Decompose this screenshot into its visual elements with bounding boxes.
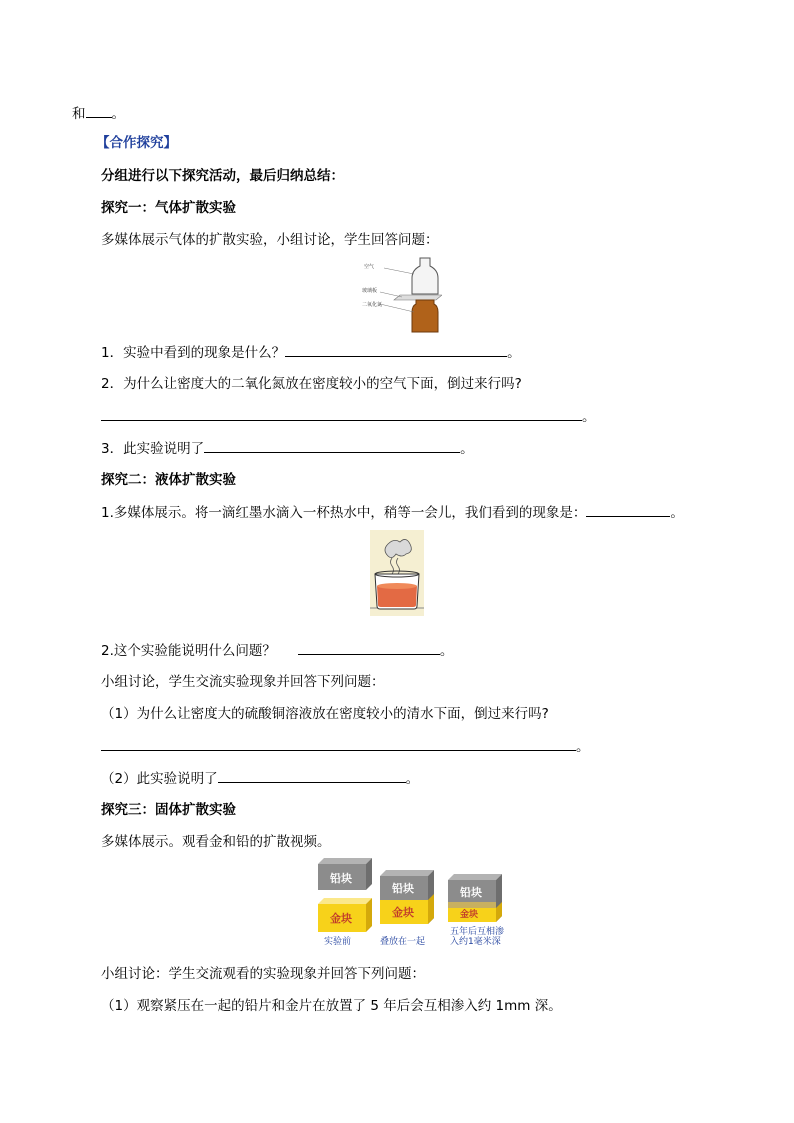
lead-label-2: 铅块 <box>392 882 414 895</box>
blank[interactable] <box>586 503 670 517</box>
label-air: 空气 <box>364 264 375 270</box>
blank[interactable] <box>298 641 440 655</box>
explore2-question-1: 1.多媒体展示。将一滴红墨水滴入一杯热水中，稍等一会儿，我们看到的现象是： 。 <box>101 505 684 521</box>
gold-lead-diffusion-figure <box>310 854 510 950</box>
label-glass: 玻璃板 <box>362 288 378 294</box>
question-3: 3．此实验说明了 。 <box>101 441 474 457</box>
gas-diffusion-figure <box>362 254 442 334</box>
explore2-discuss: 小组讨论，学生交流实验现象并回答下列问题： <box>101 674 385 690</box>
explore2-title: 探究二：液体扩散实验 <box>101 472 236 488</box>
blank[interactable] <box>218 769 406 783</box>
caption-stacked: 叠放在一起 <box>380 937 426 947</box>
explore3-title: 探究三：固体扩散实验 <box>101 802 236 818</box>
intro: 分组进行以下探究活动，最后归纳总结： <box>101 168 344 184</box>
explore1-title: 探究一：气体扩散实验 <box>101 200 236 216</box>
blank[interactable] <box>204 439 460 453</box>
explore3-sub-1: （1）观察紧压在一起的铅片和金片在放置了 5 年后会互相渗入约 1mm 深。 <box>101 998 562 1014</box>
blocks-diffused <box>448 874 504 947</box>
caption-before: 实验前 <box>324 937 352 947</box>
caption-diffused-2: 入约1毫米深 <box>450 937 501 947</box>
label-no2: 二氧化氮 <box>362 302 383 308</box>
lead-label-3: 铅块 <box>460 886 482 899</box>
beaker-figure <box>370 530 424 616</box>
coop-title: 【合作探究】 <box>96 135 177 151</box>
blank[interactable] <box>101 407 582 421</box>
explore3-discuss: 小组讨论：学生交流观看的实验现象并回答下列问题： <box>101 966 425 982</box>
explore3-desc: 多媒体展示。观看金和铅的扩散视频。 <box>101 834 331 850</box>
explore2-sub-2: （2）此实验说明了 。 <box>101 771 420 787</box>
blank[interactable] <box>86 104 112 118</box>
blocks-stacked <box>380 870 434 947</box>
blank[interactable] <box>101 737 576 751</box>
question-2-answer: 。 <box>101 407 596 426</box>
explore2-sub-1: （1）为什么让密度大的硫酸铜溶液放在密度较小的清水下面，倒过来行吗? <box>101 706 549 722</box>
blank[interactable] <box>285 343 507 357</box>
explore1-desc: 多媒体展示气体的扩散实验，小组讨论，学生回答问题： <box>101 232 439 248</box>
caption-diffused-1: 五年后互相渗 <box>450 927 505 937</box>
question-2: 2．为什么让密度大的二氧化氮放在密度较小的空气下面，倒过来行吗? <box>101 376 522 392</box>
gold-label-1: 金块 <box>330 912 352 925</box>
question-1: 1．实验中看到的现象是什么？ 。 <box>101 345 521 361</box>
line-he: 和 。 <box>72 106 125 122</box>
gold-label-3: 金块 <box>460 910 479 920</box>
lead-label-1: 铅块 <box>330 872 352 885</box>
explore2-sub-1-answer: 。 <box>101 737 590 756</box>
explore2-question-2: 2.这个实验能说明什么问题？ 。 <box>101 643 454 659</box>
blocks-before <box>318 858 372 947</box>
gold-label-2: 金块 <box>392 906 414 919</box>
